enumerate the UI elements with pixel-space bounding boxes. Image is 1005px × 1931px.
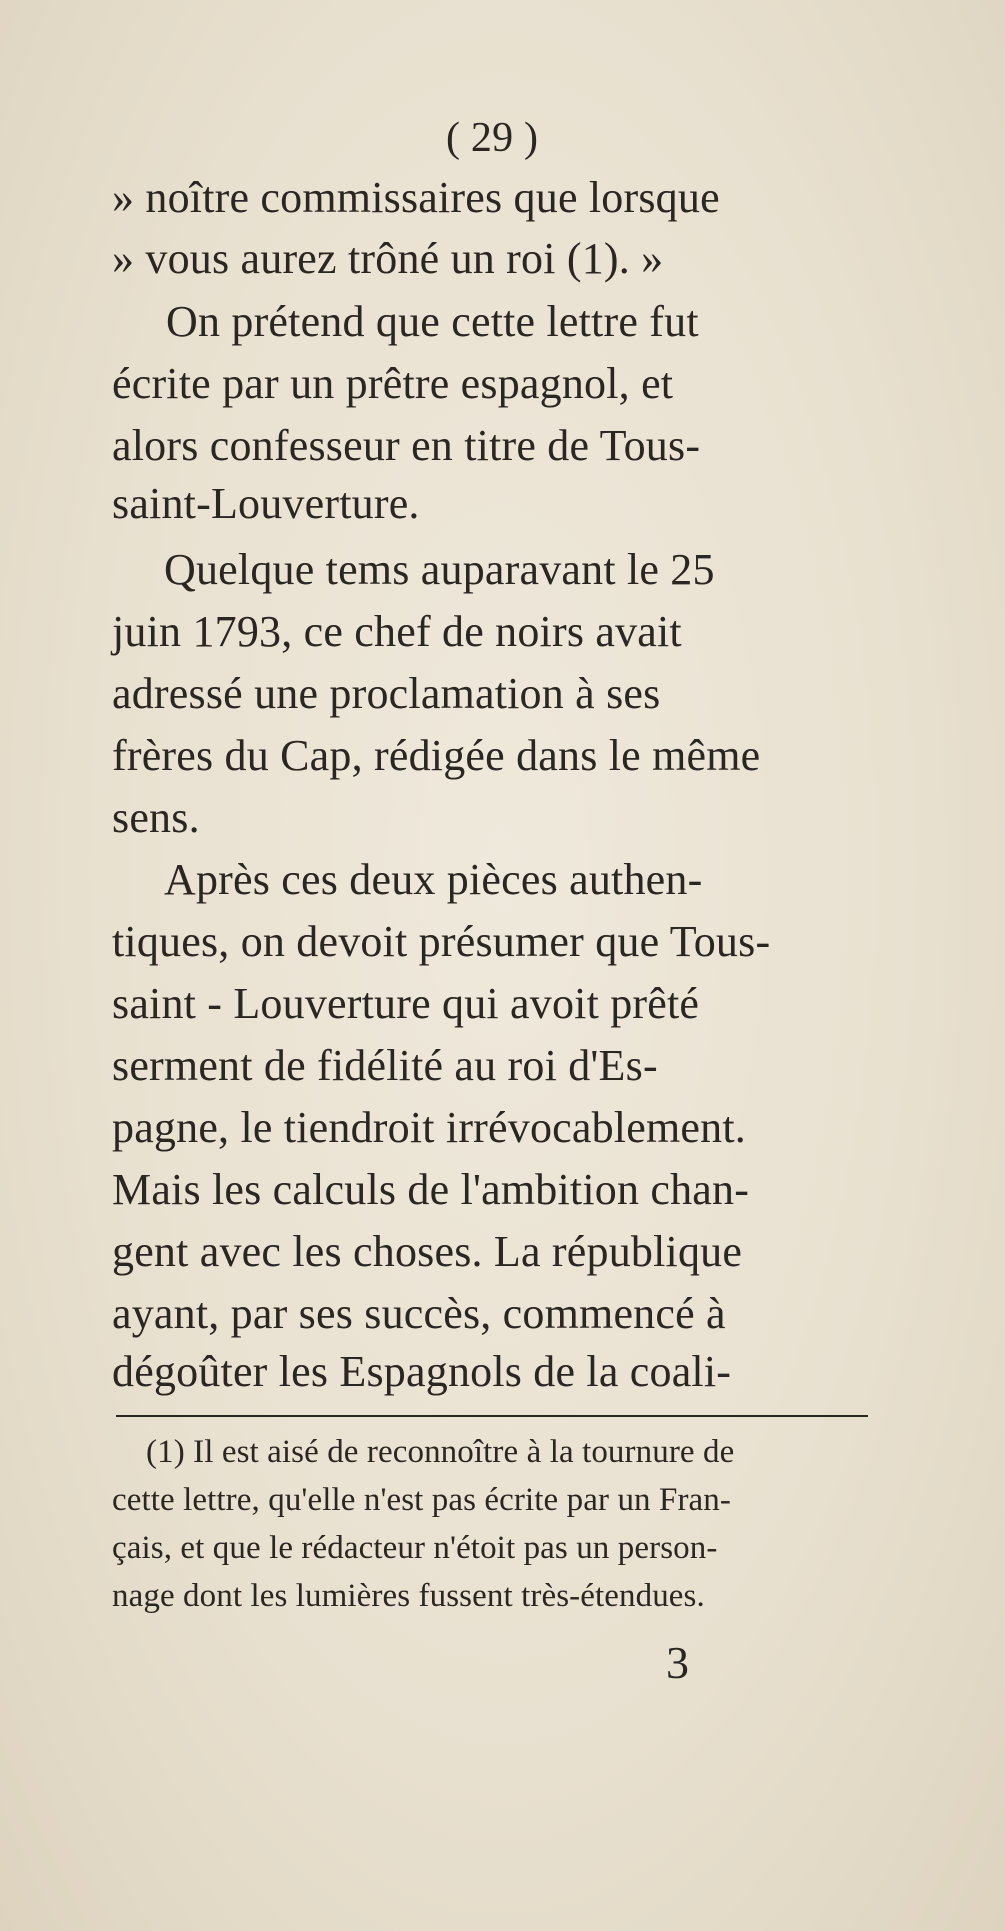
footnote-line-1: (1) Il est aisé de reconnoître à la tournure de [146,1434,735,1470]
footnote-rule [116,1415,868,1417]
body-line-20: dégoûter les Espagnols de la coali- [112,1347,732,1396]
body-line-11: sens. [112,793,200,842]
body-line-8: juin 1793, ce chef de noirs avait [112,607,682,656]
footnote-line-4: nage dont les lumières fussent très-étendues. [112,1578,705,1614]
body-line-1: » noître commissaires que lorsque [112,173,720,222]
body-line-16: pagne, le tiendroit irrévocablement. [112,1103,746,1152]
signature-mark: 3 [666,1637,689,1688]
body-line-15: serment de fidélité au roi d'Es- [112,1041,658,1090]
body-line-19: ayant, par ses succès, commencé à [112,1289,726,1338]
body-line-13: tiques, on devoit présumer que Tous- [112,917,771,966]
footnote-line-3: çais, et que le rédacteur n'étoit pas un person- [112,1530,718,1566]
body-line-6: saint-Louverture. [112,479,420,528]
body-line-18: gent avec les choses. La république [112,1227,743,1276]
body-line-7: Quelque tems auparavant le 25 [164,545,715,594]
body-line-3: On prétend que cette lettre fut [166,297,699,346]
body-line-14: saint - Louverture qui avoit prêté [112,979,700,1028]
body-line-10: frères du Cap, rédigée dans le même [112,731,761,780]
body-line-12: Après ces deux pièces authen- [164,855,703,904]
body-line-5: alors confesseur en titre de Tous- [112,421,701,470]
body-line-17: Mais les calculs de l'ambition chan- [112,1165,750,1214]
body-line-2: » vous aurez trôné un roi (1). » [112,234,664,283]
page-number: ( 29 ) [446,115,539,161]
body-line-9: adressé une proclamation à ses [112,669,661,718]
body-line-4: écrite par un prêtre espagnol, et [112,359,674,408]
footnote-line-2: cette lettre, qu'elle n'est pas écrite par un Fran- [112,1482,731,1518]
